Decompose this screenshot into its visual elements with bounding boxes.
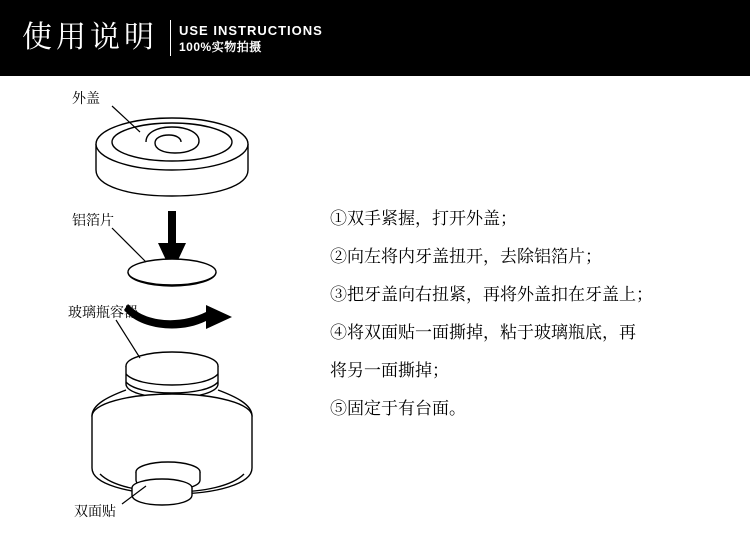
foil-seal-drawing: [128, 259, 216, 286]
instruction-step-5: ⑤固定于有台面。: [330, 399, 466, 418]
header-subtitle-block: [179, 22, 323, 55]
instruction-step-1: ①双手紧握，打开外盖；: [330, 209, 517, 228]
double-sided-tape-drawing: [132, 462, 200, 505]
leader-glass: [116, 320, 140, 358]
instruction-step-3: ③把牙盖向右扭紧，再将外盖扣在牙盖上；: [330, 285, 653, 304]
header-divider: [170, 20, 171, 56]
leader-foil: [112, 228, 146, 262]
label-foil-seal: 铝箔片: [72, 212, 114, 228]
instruction-step-4-continued: 将另一面撕掉；: [330, 361, 449, 380]
curved-right-arrow-icon: [124, 304, 232, 329]
page-title: 使用说明: [22, 21, 158, 54]
label-double-sided-tape: 双面贴: [74, 503, 116, 519]
label-glass-jar: 玻璃瓶容器: [68, 304, 138, 320]
label-outer-cap: 外盖: [72, 90, 100, 106]
instruction-step-4: ④将双面贴一面撕掉，粘于玻璃瓶底，再: [330, 323, 636, 342]
outer-cap-drawing: [96, 118, 248, 196]
diagram-svg: [0, 76, 320, 543]
header-subtitle-cn: 100%实物拍摄: [179, 39, 262, 54]
instruction-step-2: ②向左将内牙盖扭开，去除铝箔片；: [330, 247, 602, 266]
header-bar: [0, 0, 750, 76]
header-subtitle-en: USE INSTRUCTIONS: [179, 22, 323, 38]
exploded-diagram: [0, 76, 320, 543]
instruction-list: [330, 200, 730, 428]
